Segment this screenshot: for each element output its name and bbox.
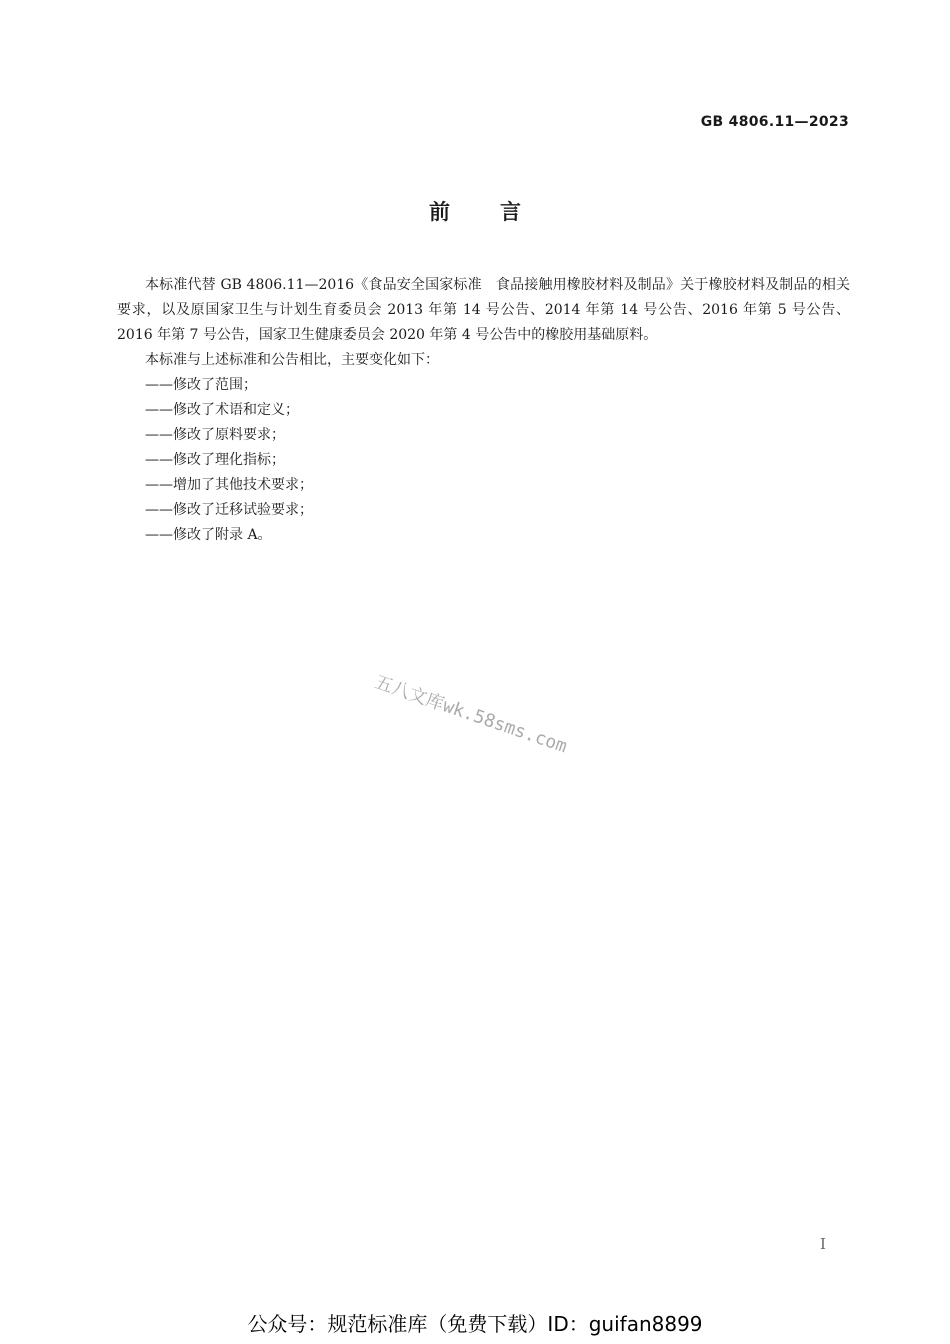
- standard-code: GB 4806.11—2023: [700, 114, 849, 130]
- page-number: I: [820, 1235, 826, 1253]
- list-item: ——修改了附录 A。: [145, 527, 272, 543]
- list-item: ——修改了术语和定义；: [145, 402, 299, 418]
- changes-intro-paragraph: 本标准与上述标准和公告相比，主要变化如下：: [145, 352, 439, 368]
- page-title: 前言: [429, 200, 571, 224]
- list-item: ——增加了其他技术要求；: [145, 477, 313, 493]
- document-body: [117, 273, 850, 548]
- list-item: ——修改了迁移试验要求；: [145, 502, 313, 518]
- list-item: ——修改了理化指标；: [145, 452, 285, 468]
- changes-list: [117, 373, 850, 548]
- intro-paragraph: 本标准代替 GB 4806.11—2016《食品安全国家标准 食品接触用橡胶材料及制品》关于橡胶材料及制品的相关要求，以及原国家卫生与计划生育委员会 2013 年第 14 号公告、2014 年第 14 号公告、2016 年第 5 号公告、2016 年第 7 号公告，国家卫生健康委员会 2020 年第 4 号公告中的橡胶用基础原料。: [117, 277, 850, 343]
- watermark: 五八文库wk.58sms.com: [371, 671, 570, 758]
- list-item: ——修改了范围；: [145, 377, 257, 393]
- footer-banner: 公众号：规范标准库（免费下载）ID：guifan8899: [247, 1312, 703, 1336]
- list-item: ——修改了原料要求；: [145, 427, 285, 443]
